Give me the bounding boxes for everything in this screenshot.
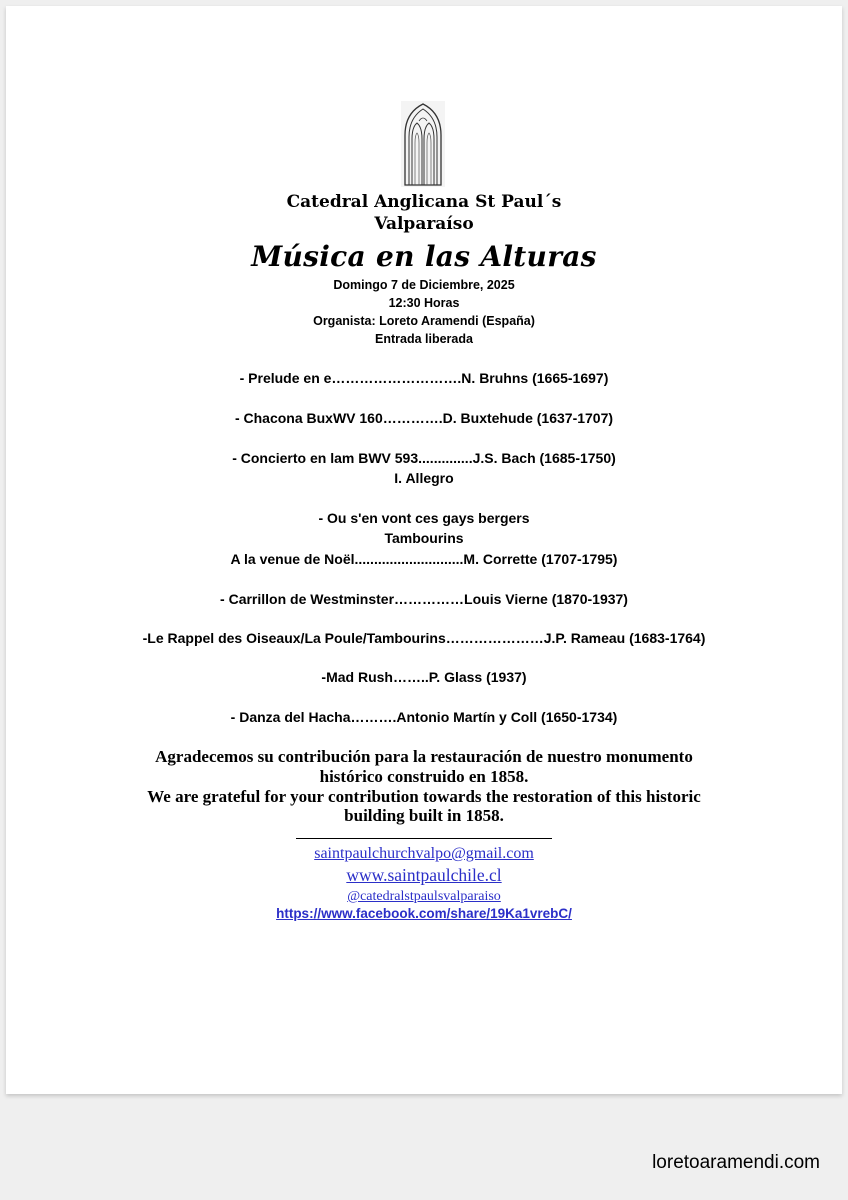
website-row bbox=[0, 865, 848, 886]
instagram-link[interactable]: @catedralstpaulsvalparaiso bbox=[347, 889, 501, 904]
program-item: - Prelude en e……………………….N. Bruhns (1665-1697) bbox=[239, 370, 609, 386]
program-item-movement: I. Allegro bbox=[394, 470, 454, 486]
event-title: Música en las Alturas bbox=[251, 240, 597, 273]
gratitude-es: Agradecemos su contribución para la restauración de nuestro monumento bbox=[155, 747, 693, 766]
program-item: - Danza del Hacha……….Antonio Martín y Coll (1650-1734) bbox=[230, 709, 618, 725]
entry-info: Entrada liberada bbox=[375, 332, 473, 346]
gratitude-en: We are grateful for your contribution towards the restoration of this historic bbox=[147, 787, 701, 806]
website-link[interactable]: www.saintpaulchile.cl bbox=[346, 865, 502, 885]
venue-city: Valparaíso bbox=[374, 214, 474, 234]
organist: Organista: Loreto Aramendi (España) bbox=[313, 314, 535, 328]
program-item: - Ou s'en vont ces gays bergers bbox=[318, 510, 530, 526]
program-item: A la venue de Noël............................M. Corrette (1707-1795) bbox=[230, 551, 618, 567]
event-date: Domingo 7 de Diciembre, 2025 bbox=[333, 278, 515, 292]
watermark: loretoaramendi.com bbox=[652, 1152, 820, 1173]
gothic-window-icon bbox=[401, 101, 445, 187]
program-item: - Concierto en lam BWV 593..............J.S. Bach (1685-1750) bbox=[232, 450, 616, 466]
program-item: -Mad Rush……..P. Glass (1937) bbox=[321, 669, 527, 685]
venue-name: Catedral Anglicana St Paul´s bbox=[286, 192, 562, 212]
email-link[interactable]: saintpaulchurchvalpo@gmail.com bbox=[314, 845, 534, 862]
facebook-link[interactable]: https://www.facebook.com/share/19Ka1vrebC/ bbox=[276, 906, 572, 921]
email-row bbox=[0, 845, 848, 863]
divider bbox=[296, 838, 552, 839]
program-item: Tambourins bbox=[384, 530, 464, 546]
program-item: -Le Rappel des Oiseaux/La Poule/Tambourins…………………J.P. Rameau (1683-1764) bbox=[142, 630, 706, 646]
gratitude-en: building built in 1858. bbox=[344, 806, 504, 825]
event-time: 12:30 Horas bbox=[388, 296, 460, 310]
program-item: - Chacona BuxWV 160………….D. Buxtehude (1637-1707) bbox=[234, 410, 614, 426]
facebook-row bbox=[0, 905, 848, 923]
gratitude-es: histórico construido en 1858. bbox=[319, 767, 529, 786]
instagram-row bbox=[0, 887, 848, 905]
program-item: - Carrillon de Westminster……………Louis Vierne (1870-1937) bbox=[220, 591, 628, 607]
